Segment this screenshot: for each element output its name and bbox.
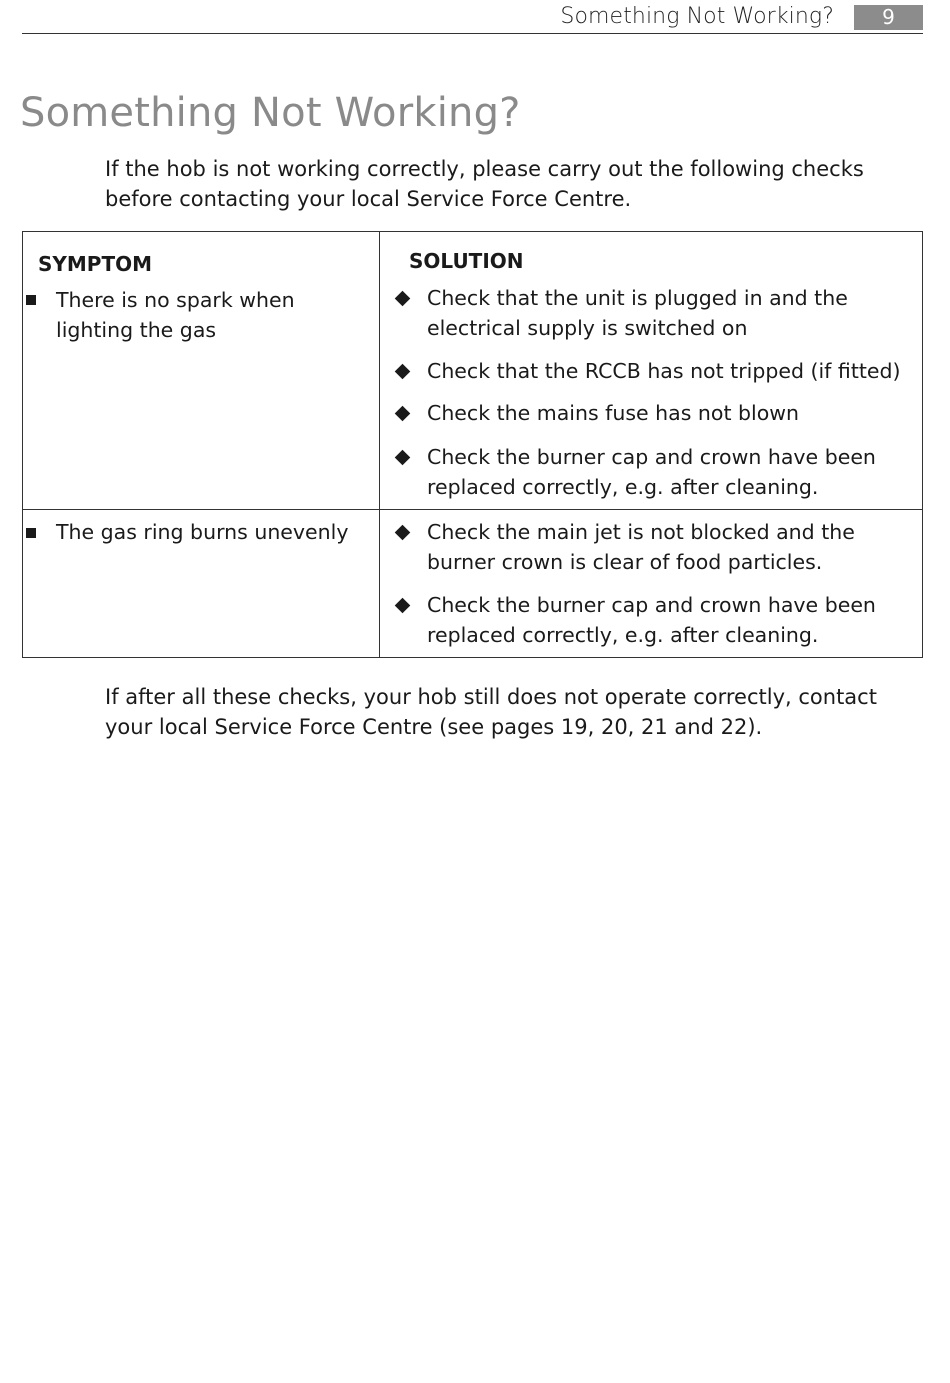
symptom-text: There is no spark when lighting the gas — [56, 288, 295, 342]
column-divider — [379, 232, 380, 657]
solution-column-header: SOLUTION — [409, 249, 524, 273]
header-rule — [22, 33, 923, 34]
solution-item: Check the main jet is not blocked and the burner crown is clear of food particles. — [427, 520, 855, 574]
troubleshooting-table — [22, 231, 923, 658]
solution-item: Check that the unit is plugged in and the electrical supply is switched on — [427, 286, 848, 340]
solution-item: Check the burner cap and crown have been replaced correctly, e.g. after cleaning. — [427, 445, 876, 499]
closing-paragraph: If after all these checks, your hob still does not operate correctly, contact your local Service Force Centre (see pages 19, 20, 21 and 22). — [105, 685, 877, 739]
solution-item: Check the mains fuse has not blown — [427, 401, 800, 425]
diamond-bullet-icon — [395, 406, 411, 422]
page-number-badge: 9 — [854, 5, 923, 30]
row-divider — [23, 509, 922, 510]
running-header: Something Not Working? — [560, 4, 834, 29]
page-title: Something Not Working? — [20, 90, 521, 136]
diamond-bullet-icon — [395, 598, 411, 614]
diamond-bullet-icon — [395, 364, 411, 380]
square-bullet-icon — [26, 528, 36, 538]
symptom-text: The gas ring burns unevenly — [56, 520, 349, 544]
symptom-column-header: SYMPTOM — [38, 252, 152, 276]
solution-item: Check the burner cap and crown have been replaced correctly, e.g. after cleaning. — [427, 593, 876, 647]
diamond-bullet-icon — [395, 450, 411, 466]
diamond-bullet-icon — [395, 291, 411, 307]
diamond-bullet-icon — [395, 525, 411, 541]
square-bullet-icon — [26, 295, 36, 305]
solution-item: Check that the RCCB has not tripped (if fitted) — [427, 359, 901, 383]
intro-paragraph: If the hob is not working correctly, please carry out the following checks before contacting your local Service Force Centre. — [105, 157, 864, 211]
